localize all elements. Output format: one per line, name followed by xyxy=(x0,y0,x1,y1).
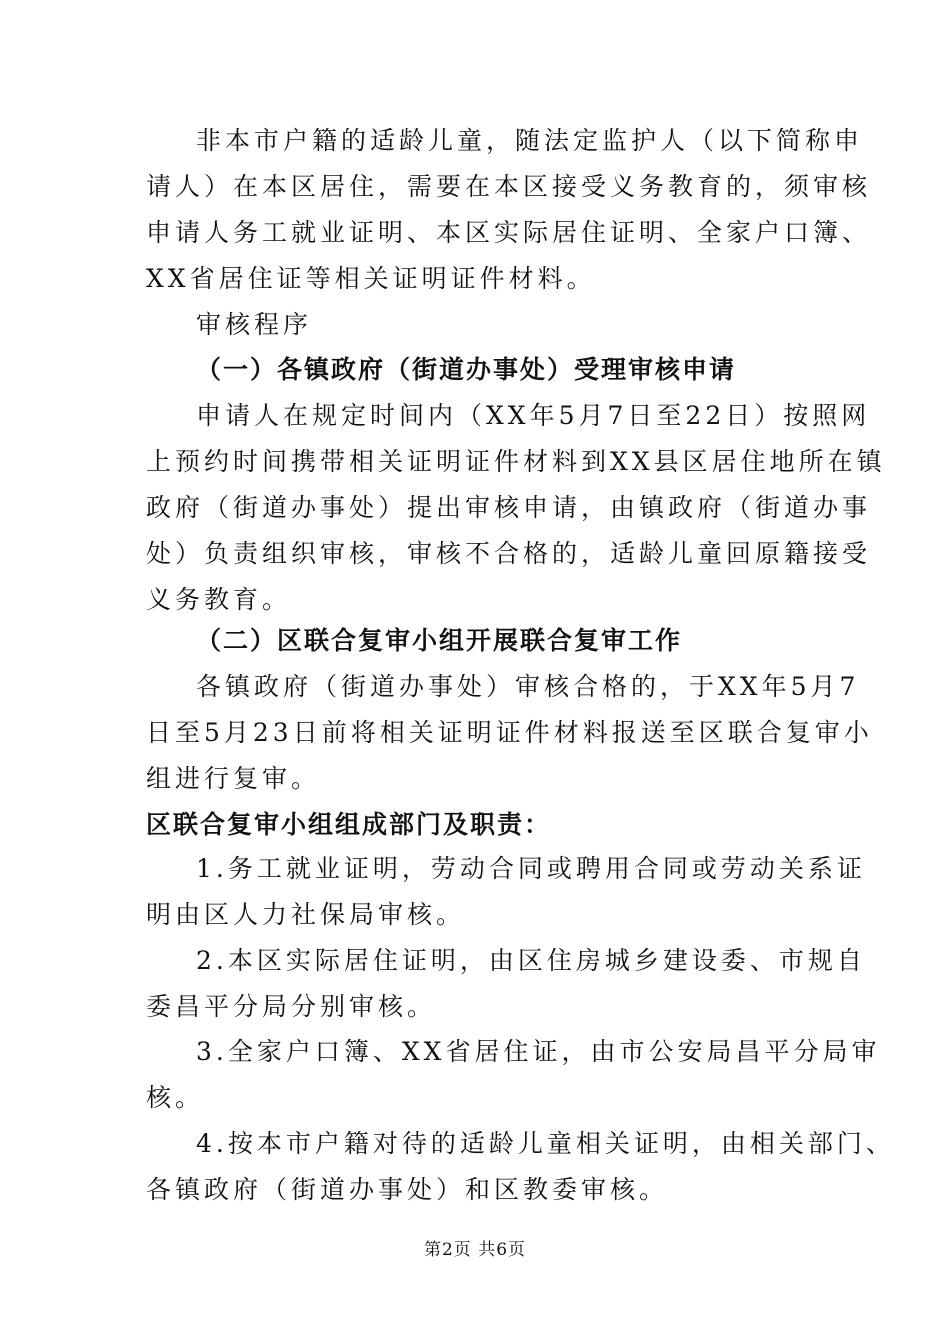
paragraph-line: 义务教育。 xyxy=(146,585,292,614)
list-item-line: 1.务工就业证明，劳动合同或聘用合同或劳动关系证 xyxy=(196,854,866,883)
list-item-line: 核。 xyxy=(146,1083,205,1112)
paragraph-line: 申请人在规定时间内（XX年5月7日至22日）按照网 xyxy=(196,401,871,430)
list-item-line: 各镇政府（街道办事处）和区教委审核。 xyxy=(146,1175,669,1204)
paragraph-line: 非本市户籍的适龄儿童，随法定监护人（以下简称申 xyxy=(196,126,864,155)
list-item-line: 委昌平分局分别审核。 xyxy=(146,992,437,1021)
paragraph-line: 申请人务工就业证明、本区实际居住证明、全家户口簿、 xyxy=(146,218,872,247)
paragraph-line: 各镇政府（街道办事处）审核合格的，于XX年5月7 xyxy=(196,672,860,701)
departments-heading: 区联合复审小组组成部门及职责： xyxy=(146,810,552,839)
list-item-line: 2.本区实际居住证明，由区住房城乡建设委、市规自 xyxy=(196,946,866,975)
paragraph-line: 政府（街道办事处）提出审核申请，由镇政府（街道办事 xyxy=(146,493,872,522)
paragraph-line: 处）负责组织审核，审核不合格的，适龄儿童回原籍接受 xyxy=(146,539,872,568)
step1-heading: （一）各镇政府（街道办事处）受理审核申请 xyxy=(196,355,737,384)
section-title: 审核程序 xyxy=(196,310,313,339)
page-number: 第2页 共6页 xyxy=(423,1240,527,1260)
list-item-line: 4.按本市户籍对待的适龄儿童相关证明，由相关部门、 xyxy=(196,1129,895,1158)
paragraph-line: 上预约时间携带相关证明证件材料到XX县区居住地所在镇 xyxy=(146,447,886,476)
list-item-line: 3.全家户口簿、XX省居住证，由市公安局昌平分局审 xyxy=(196,1037,881,1066)
paragraph-line: XX省居住证等相关证明证件材料。 xyxy=(146,264,596,293)
paragraph-line: 请人）在本区居住，需要在本区接受义务教育的，须审核 xyxy=(146,172,872,201)
step2-heading: （二）区联合复审小组开展联合复审工作 xyxy=(196,626,683,655)
list-item-line: 明由区人力社保局审核。 xyxy=(146,900,466,929)
paragraph-line: 日至5月23日前将相关证明证件材料报送至区联合复审小 xyxy=(146,718,873,747)
paragraph-line: 组进行复审。 xyxy=(146,764,321,793)
